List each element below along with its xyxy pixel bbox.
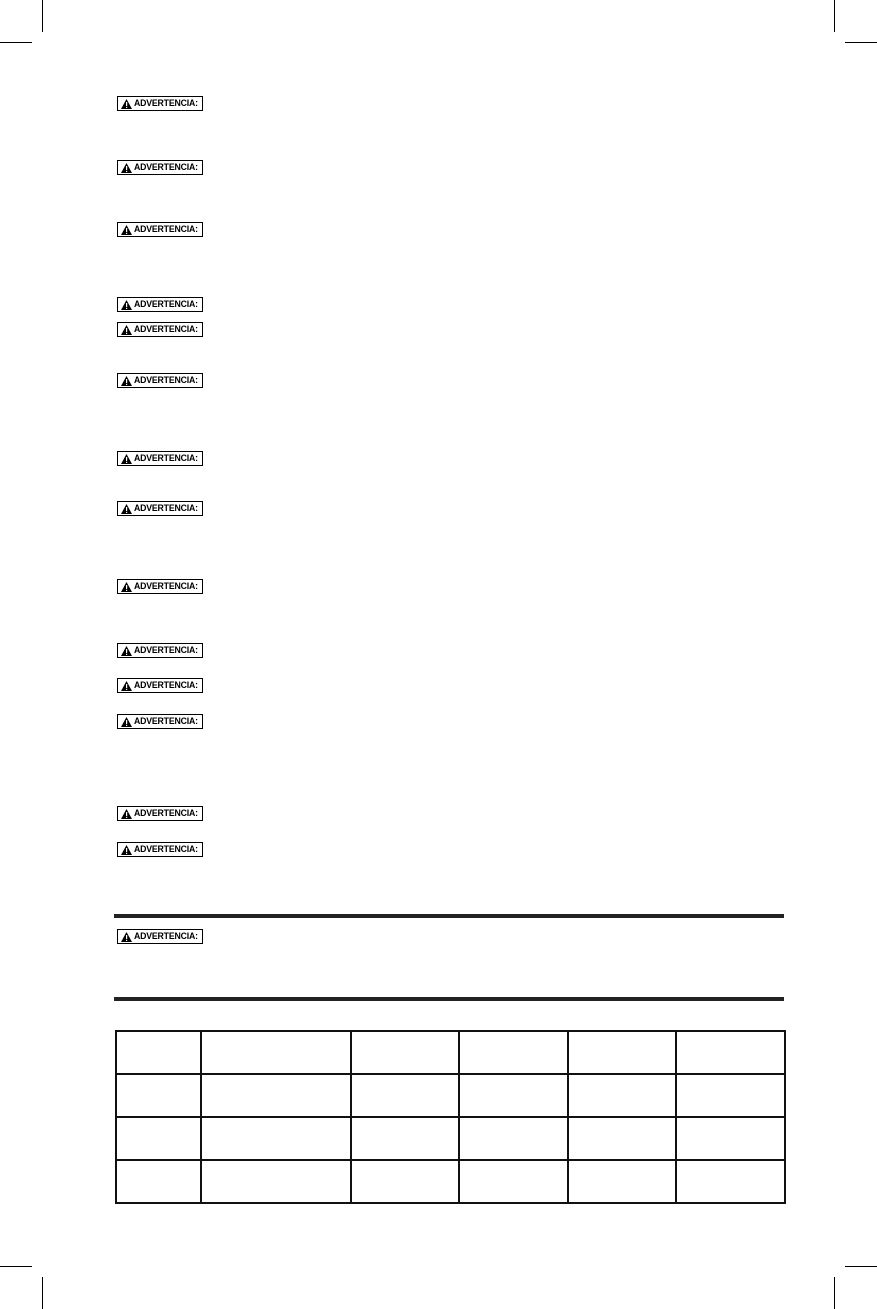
warning-triangle-icon [121, 504, 132, 514]
warning-badge [117, 714, 203, 729]
warning-label: ADVERTENCIA: [134, 715, 198, 727]
table-cell [351, 1117, 459, 1160]
warning-label: ADVERTENCIA: [134, 374, 198, 386]
table-cell [201, 1031, 351, 1074]
warning-triangle-icon [121, 225, 132, 235]
crop-mark [845, 1266, 877, 1267]
warning-badge [117, 451, 203, 466]
warning-label: ADVERTENCIA: [134, 930, 198, 942]
table-cell [459, 1117, 568, 1160]
table-cell [116, 1117, 201, 1160]
crop-mark [845, 42, 877, 43]
table-cell [459, 1074, 568, 1117]
section-rule-bottom [114, 997, 784, 1001]
table-row [116, 1031, 785, 1074]
table-row [116, 1117, 785, 1160]
warning-triangle-icon [121, 809, 132, 819]
warning-badge [117, 806, 203, 821]
warning-badge [117, 160, 203, 175]
warning-label: ADVERTENCIA: [134, 807, 198, 819]
table-cell [676, 1031, 785, 1074]
warning-badge [117, 322, 203, 337]
warning-triangle-icon [121, 932, 132, 942]
table-cell [351, 1031, 459, 1074]
spec-table [115, 1030, 786, 1204]
section-rule-top [114, 914, 784, 918]
warning-label: ADVERTENCIA: [134, 161, 198, 173]
crop-mark [0, 1266, 32, 1267]
warning-badge [117, 501, 203, 516]
warning-triangle-icon [121, 582, 132, 592]
warning-label: ADVERTENCIA: [134, 502, 198, 514]
crop-mark [42, 1277, 43, 1309]
warning-label: ADVERTENCIA: [134, 679, 198, 691]
warning-triangle-icon [121, 99, 132, 109]
warning-badge [117, 929, 203, 944]
table-cell [201, 1117, 351, 1160]
table-cell [459, 1031, 568, 1074]
warning-badge [117, 222, 203, 237]
table-cell [676, 1074, 785, 1117]
table-cell [676, 1160, 785, 1203]
warning-label: ADVERTENCIA: [134, 580, 198, 592]
warning-triangle-icon [121, 681, 132, 691]
table-cell [116, 1074, 201, 1117]
crop-mark [0, 42, 32, 43]
table-cell [201, 1160, 351, 1203]
crop-mark [834, 0, 835, 32]
warning-label: ADVERTENCIA: [134, 323, 198, 335]
warning-label: ADVERTENCIA: [134, 97, 198, 109]
warning-label: ADVERTENCIA: [134, 843, 198, 855]
table-cell [351, 1074, 459, 1117]
warning-badge [117, 373, 203, 388]
warning-label: ADVERTENCIA: [134, 644, 198, 656]
crop-mark [42, 0, 43, 32]
table-cell [116, 1160, 201, 1203]
warning-triangle-icon [121, 845, 132, 855]
warning-triangle-icon [121, 163, 132, 173]
warning-badge [117, 579, 203, 594]
table-cell [459, 1160, 568, 1203]
table-cell [351, 1160, 459, 1203]
table-cell [201, 1074, 351, 1117]
table-cell [116, 1031, 201, 1074]
table-cell [568, 1074, 676, 1117]
warning-badge [117, 643, 203, 658]
warning-badge [117, 678, 203, 693]
warning-label: ADVERTENCIA: [134, 223, 198, 235]
table-row [116, 1160, 785, 1203]
warning-triangle-icon [121, 325, 132, 335]
table-cell [568, 1031, 676, 1074]
table-cell [568, 1117, 676, 1160]
warning-badge [117, 96, 203, 111]
table-cell [568, 1160, 676, 1203]
warning-triangle-icon [121, 454, 132, 464]
table-row [116, 1074, 785, 1117]
warning-label: ADVERTENCIA: [134, 298, 198, 310]
warning-triangle-icon [121, 646, 132, 656]
table-cell [676, 1117, 785, 1160]
warning-triangle-icon [121, 300, 132, 310]
warning-triangle-icon [121, 717, 132, 727]
warning-badge [117, 842, 203, 857]
warning-badge [117, 297, 203, 312]
warning-triangle-icon [121, 376, 132, 386]
crop-mark [834, 1277, 835, 1309]
warning-label: ADVERTENCIA: [134, 452, 198, 464]
